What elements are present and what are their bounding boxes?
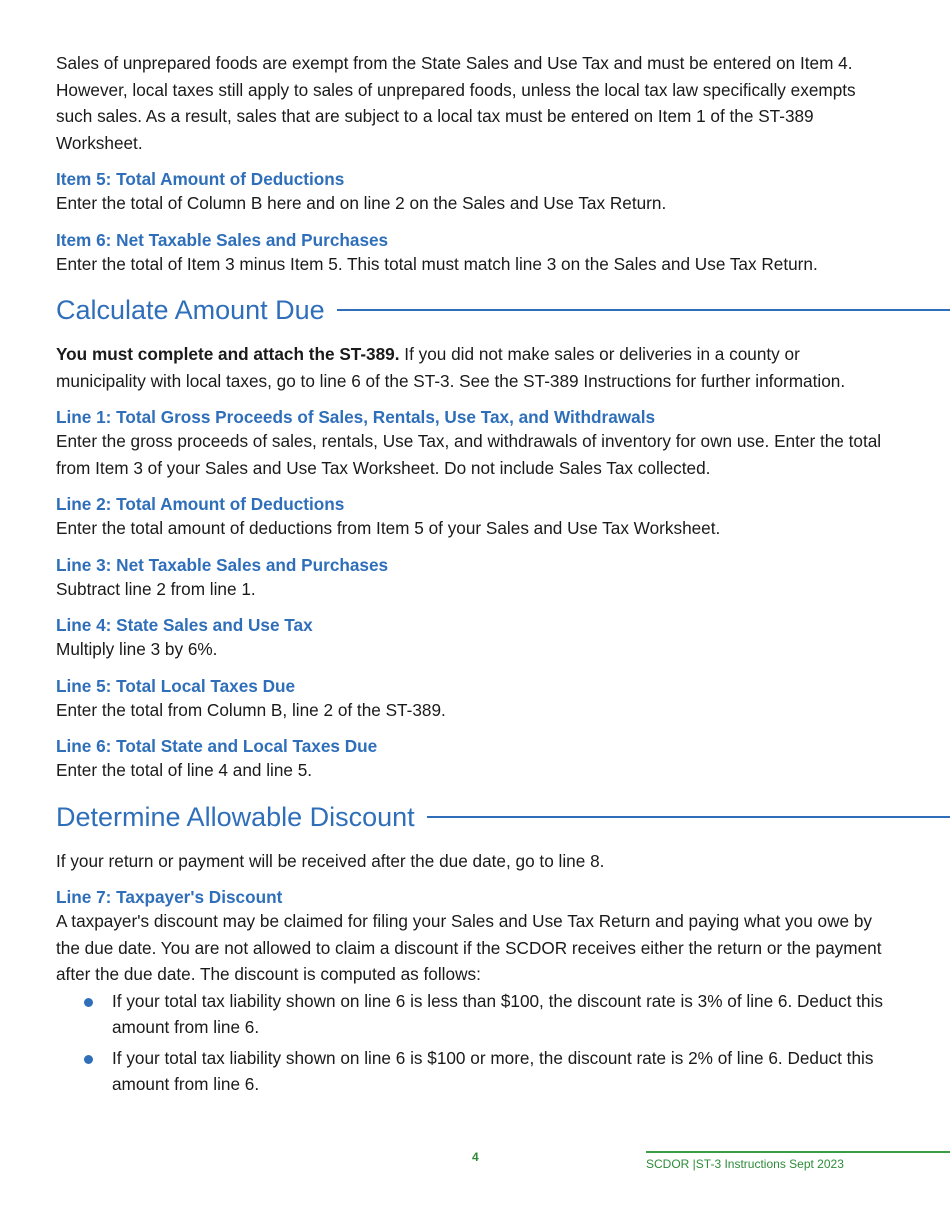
discount-lead: If your return or payment will be received after the due date, go to line 8.: [56, 850, 605, 871]
line-4-heading: Line 4: State Sales and Use Tax: [56, 615, 313, 635]
intro-paragraph: Sales of unprepared foods are exempt from the State Sales and Use Tax and must be entered on Item 4. However, local taxes still apply to sales of unprepared foods, unless the local tax law specifically exempts such sales. As a result, sales that are subject to a local tax must be entered on Item 1 of the ST-389 Worksheet.: [56, 53, 856, 153]
line-6-block: [56, 735, 892, 784]
line-1-heading: Line 1: Total Gross Proceeds of Sales, Rentals, Use Tax, and Withdrawals: [56, 407, 656, 427]
calculate-lead-text: If you did not make sales or deliveries in a county or municipality with local taxes, go to line 6 of the ST-3. See the ST-389 Instructions for further information.: [56, 344, 846, 391]
line-5-block: [56, 675, 892, 724]
discount-title-text: Determine Allowable Discount: [56, 801, 415, 832]
bullet-icon: [84, 1055, 93, 1064]
line-3-block: [56, 554, 892, 603]
footer-doc-label: SCDOR |ST-3 Instructions Sept 2023: [646, 1157, 844, 1171]
line-4-text: Multiply line 3 by 6%.: [56, 639, 218, 659]
item-6-heading: Item 6: Net Taxable Sales and Purchases: [56, 229, 389, 250]
footer-rule: [646, 1151, 950, 1153]
section-rule: [427, 816, 950, 818]
line-6-text: Enter the total of line 4 and line 5.: [56, 760, 313, 780]
line-2-heading: Line 2: Total Amount of Deductions: [56, 494, 345, 514]
item-6-block: [56, 229, 892, 278]
page-number: 4: [472, 1150, 479, 1164]
discount-bullet-list: [56, 988, 892, 1098]
line-7-block: [56, 886, 892, 1098]
item-5-text: Enter the total of Column B here and on line 2 on the Sales and Use Tax Return.: [56, 193, 667, 213]
bullet-text: If your total tax liability shown on line 6 is less than $100, the discount rate is 3% of line 6. Deduct this amount from line 6.: [112, 990, 883, 1037]
line-1-text: Enter the gross proceeds of sales, rentals, Use Tax, and withdrawals of inventory for own use. Enter the total from Item 3 of your Sales and Use Tax Worksheet. Do not include Sales Tax collected.: [56, 431, 882, 478]
bullet-text: If your total tax liability shown on line 6 is $100 or more, the discount rate is 2% of line 6. Deduct this amount from line 6.: [112, 1047, 874, 1094]
line-3-text: Subtract line 2 from line 1.: [56, 578, 256, 599]
calculate-lead-bold: You must complete and attach the ST-389.: [56, 344, 400, 364]
line-2-text: Enter the total amount of deductions from Item 5 of your Sales and Use Tax Worksheet.: [56, 518, 721, 538]
item-6-text: Enter the total of Item 3 minus Item 5. This total must match line 3 on the Sales and Use Tax Return.: [56, 253, 818, 274]
line-2-block: [56, 493, 892, 542]
line-7-heading: Line 7: Taxpayer's Discount: [56, 887, 283, 907]
list-item: [56, 988, 892, 1041]
line-5-heading: Line 5: Total Local Taxes Due: [56, 675, 296, 696]
list-item: [56, 1045, 892, 1098]
calculate-lead: [56, 341, 892, 394]
discount-section-title: [56, 800, 950, 834]
calculate-section-title: [56, 293, 950, 327]
calculate-title-text: Calculate Amount Due: [56, 295, 325, 325]
line-6-heading: Line 6: Total State and Local Taxes Due: [56, 736, 378, 756]
item-5-heading: Item 5: Total Amount of Deductions: [56, 169, 345, 189]
page-content: [56, 50, 892, 1102]
line-5-text: Enter the total from Column B, line 2 of the ST-389.: [56, 699, 446, 720]
line-7-text: A taxpayer's discount may be claimed for filing your Sales and Use Tax Return and paying what you owe by the due date. You are not allowed to claim a discount if the SCDOR receives either the return or the payment after the due date. The discount is computed as follows:: [56, 911, 882, 984]
section-rule: [337, 309, 950, 311]
line-1-block: [56, 406, 892, 481]
line-4-block: [56, 614, 892, 663]
item-5-block: [56, 168, 892, 217]
bullet-icon: [84, 998, 93, 1007]
line-3-heading: Line 3: Net Taxable Sales and Purchases: [56, 554, 389, 575]
